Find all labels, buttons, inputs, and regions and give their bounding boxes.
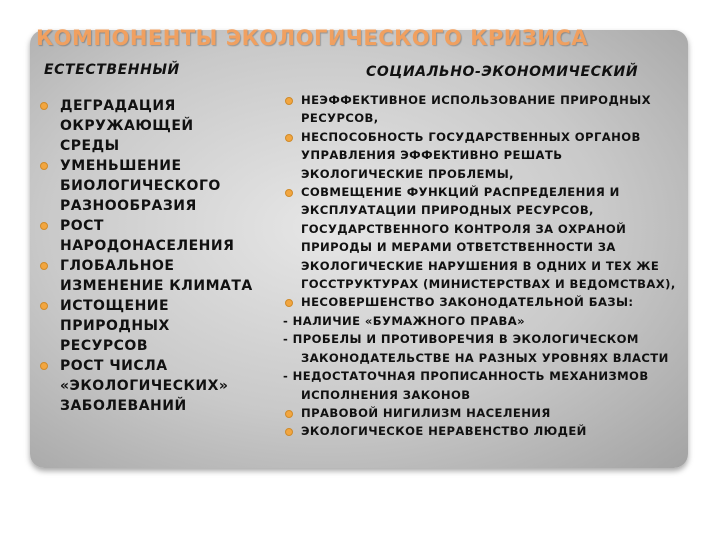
list-item: НЕЭФФЕКТИВНОЕ ИСПОЛЬЗОВАНИЕ ПРИРОДНЫХ РЕСУРСОВ, (283, 91, 687, 128)
list-subitem: - НАЛИЧИЕ «БУМАЖНОГО ПРАВА» (283, 313, 525, 328)
bullet-icon (285, 97, 293, 105)
list-item: НЕСПОСОБНОСТЬ ГОСУДАРСТВЕННЫХ ОРГАНОВ УПРАВЛЕНИЯ ЭФФЕКТИВНО РЕШАТЬ ЭКОЛОГИЧЕСКИЕ ПРОБЛЕМЫ, (283, 128, 687, 183)
list-item: УМЕНЬШЕНИЕ БИОЛОГИЧЕСКОГО РАЗНООБРАЗИЯ (38, 156, 258, 216)
bullet-icon (40, 362, 48, 370)
bullet-icon (285, 410, 293, 418)
natural-list (38, 96, 258, 416)
list-item: ЭКОЛОГИЧЕСКОЕ НЕРАВЕНСТВО ЛЮДЕЙ (283, 422, 687, 440)
natural-heading: ЕСТЕСТВЕННЫЙ (44, 62, 180, 78)
list-item: РОСТ ЧИСЛА «ЭКОЛОГИЧЕСКИХ» ЗАБОЛЕВАНИЙ (38, 356, 258, 416)
bullet-icon (40, 222, 48, 230)
list-item: ИСТОЩЕНИЕ ПРИРОДНЫХ РЕСУРСОВ (38, 296, 258, 356)
list-subitem: - НЕДОСТАТОЧНАЯ ПРОПИСАННОСТЬ МЕХАНИЗМОВ ИСПОЛНЕНИЯ ЗАКОНОВ (283, 369, 649, 402)
bullet-icon (285, 299, 293, 307)
list-item: НЕСОВЕРШЕНСТВО ЗАКОНОДАТЕЛЬНОЙ БАЗЫ: (283, 293, 687, 311)
socio-heading: СОЦИАЛЬНО-ЭКОНОМИЧЕСКИЙ (366, 64, 639, 80)
bullet-icon (40, 102, 48, 110)
bullet-icon (285, 428, 293, 436)
slide-title: КОМПОНЕНТЫ ЭКОЛОГИЧЕСКОГО КРИЗИСА (36, 26, 588, 50)
list-item: РОСТ НАРОДОНАСЕЛЕНИЯ (38, 216, 258, 256)
bullet-icon (285, 189, 293, 197)
list-item: ГЛОБАЛЬНОЕ ИЗМЕНЕНИЕ КЛИМАТА (38, 256, 258, 296)
list-item: СОВМЕЩЕНИЕ ФУНКЦИЙ РАСПРЕДЕЛЕНИЯ И ЭКСПЛУАТАЦИИ ПРИРОДНЫХ РЕСУРСОВ, ГОСУДАРСТВЕННОГО КОНТРОЛЯ ЗА ОХРАНОЙ ПРИРОДЫ И МЕРАМИ ОТВЕТСТВЕННОСТИ ЗА ЭКОЛОГИЧЕСКИЕ НАРУШЕНИЯ В ОДНИХ И ТЕХ ЖЕ ГОССТРУКТУРАХ (МИНИСТЕРСТВАХ И ВЕДОМСТВАХ), (283, 183, 687, 293)
bullet-icon (40, 302, 48, 310)
socio-list (283, 91, 687, 441)
list-subitem: - ПРОБЕЛЫ И ПРОТИВОРЕЧИЯ В ЭКОЛОГИЧЕСКОМ ЗАКОНОДАТЕЛЬСТВЕ НА РАЗНЫХ УРОВНЯХ ВЛАСТИ (283, 332, 669, 365)
bullet-icon (285, 134, 293, 142)
bullet-icon (40, 262, 48, 270)
list-item: ПРАВОВОЙ НИГИЛИЗМ НАСЕЛЕНИЯ (283, 404, 687, 422)
list-item: ДЕГРАДАЦИЯ ОКРУЖАЮЩЕЙ СРЕДЫ (38, 96, 258, 156)
bullet-icon (40, 162, 48, 170)
